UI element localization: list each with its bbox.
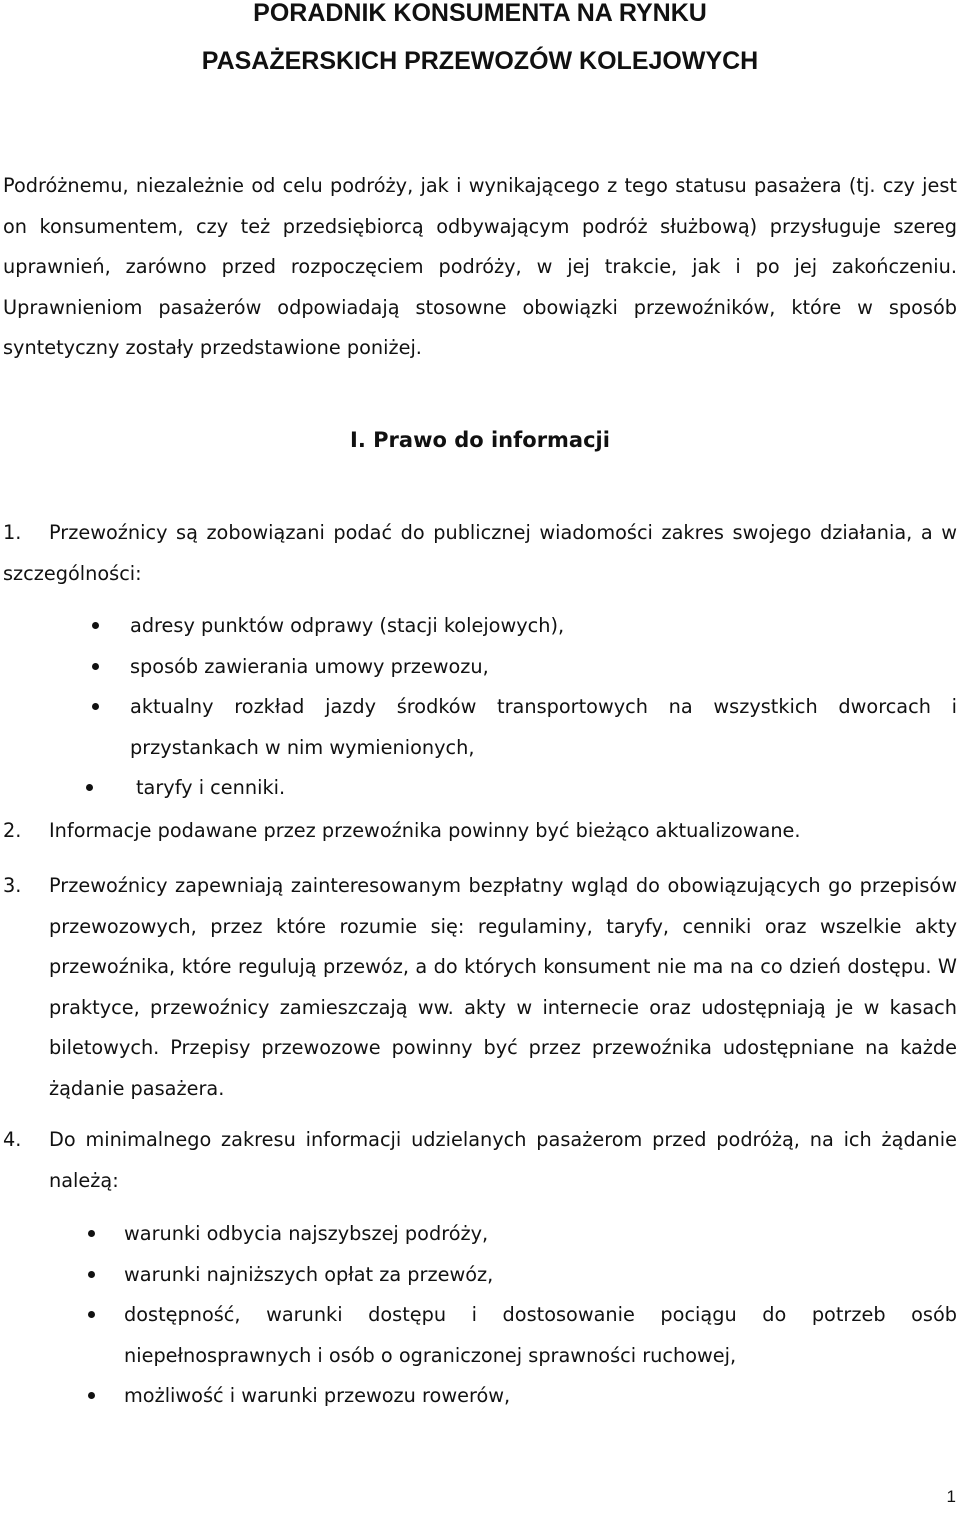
bullet-icon [92,703,99,710]
item-number: 2. [3,819,22,842]
bullet-icon [88,1230,95,1237]
list-item [130,768,957,809]
item-text: Do minimalnego zakresu informacji udzielanych pasażerom przed podróżą, na ich żądanie należą: [49,1128,957,1192]
intro-paragraph: Podróżnemu, niezależnie od celu podróży, jak i wynikającego z tego statusu pasażera (tj. czy jest on konsumentem, czy też przedsiębiorcą odbywającym podróż służbową) przysługuje szereg uprawnień, zarówno przed rozpoczęciem podróży, w jej trakcie, jak i po jej zakończeniu. Uprawnieniom pasażerów odpowiadają stosowne obowiązki przewoźników, które w sposób syntetyczny zostały przedstawione poniżej. [3,174,957,360]
list-item [130,687,957,768]
list-item [124,1255,957,1296]
list-item-text: aktualny rozkład jazdy środków transportowych na wszystkich dworcach i przystankach w nim wymienionych, [130,695,957,759]
numbered-item-3 [3,866,957,1110]
bullet-list-2 [124,1214,957,1417]
item-number: 1. [3,521,22,544]
bullet-icon [88,1271,95,1278]
bullet-list-1 [130,606,957,809]
item-text: Informacje podawane przez przewoźnika powinny być bieżąco aktualizowane. [49,819,801,842]
numbered-item-1 [3,513,957,594]
item-number: 3. [3,874,22,897]
page-number: 1 [946,1487,956,1506]
list-item-text: taryfy i cenniki. [136,776,286,800]
bullet-icon [92,622,99,629]
item-text: Przewoźnicy zapewniają zainteresowanym bezpłatny wgląd do obowiązujących go przepisów przewozowych, przez które rozumie się: regulaminy, taryfy, cenniki oraz wszelkie akty przewoźnika, które regulują przewóz, a do których konsument nie ma na co dzień dostępu. W praktyce, przewoźnicy zamieszczają ww. akty w internecie oraz udostępniają je w kasach biletowych. Przepisy przewozowe powinny być przez przewoźnika udostępniane na każde żądanie pasażera. [49,874,957,1100]
list-item [124,1295,957,1376]
item-text: Przewoźnicy są zobowiązani podać do publicznej wiadomości zakres swojego działania, a w szczególności: [3,521,957,585]
bullet-icon [88,1392,95,1399]
bullet-icon [88,1311,95,1318]
list-item [124,1376,957,1417]
bullet-icon [86,784,93,791]
document-title-line-1: PORADNIK KONSUMENTA NA RYNKU [253,0,707,27]
numbered-item-2 [3,811,957,852]
document-title-line-2: PASAŻERSKICH PRZEWOZÓW KOLEJOWYCH [201,47,759,75]
list-item-text: możliwość i warunki przewozu rowerów, [124,1384,511,1408]
list-item [130,606,957,647]
bullet-icon [92,663,99,670]
section-heading: I. Prawo do informacji [350,428,610,452]
list-item-text: warunki najniższych opłat za przewóz, [124,1262,494,1286]
list-item [130,647,957,688]
list-item-text: warunki odbycia najszybszej podróży, [124,1222,489,1245]
list-item [124,1214,957,1255]
numbered-item-4 [3,1120,957,1201]
list-item-text: sposób zawierania umowy przewozu, [130,654,489,678]
list-item-text: dostępność, warunki dostępu i dostosowanie pociągu do potrzeb osób niepełnosprawnych i osób o ograniczonej sprawności ruchowej, [124,1303,957,1367]
list-item-text: adresy punktów odprawy (stacji kolejowych), [130,614,565,637]
item-number: 4. [3,1128,22,1151]
